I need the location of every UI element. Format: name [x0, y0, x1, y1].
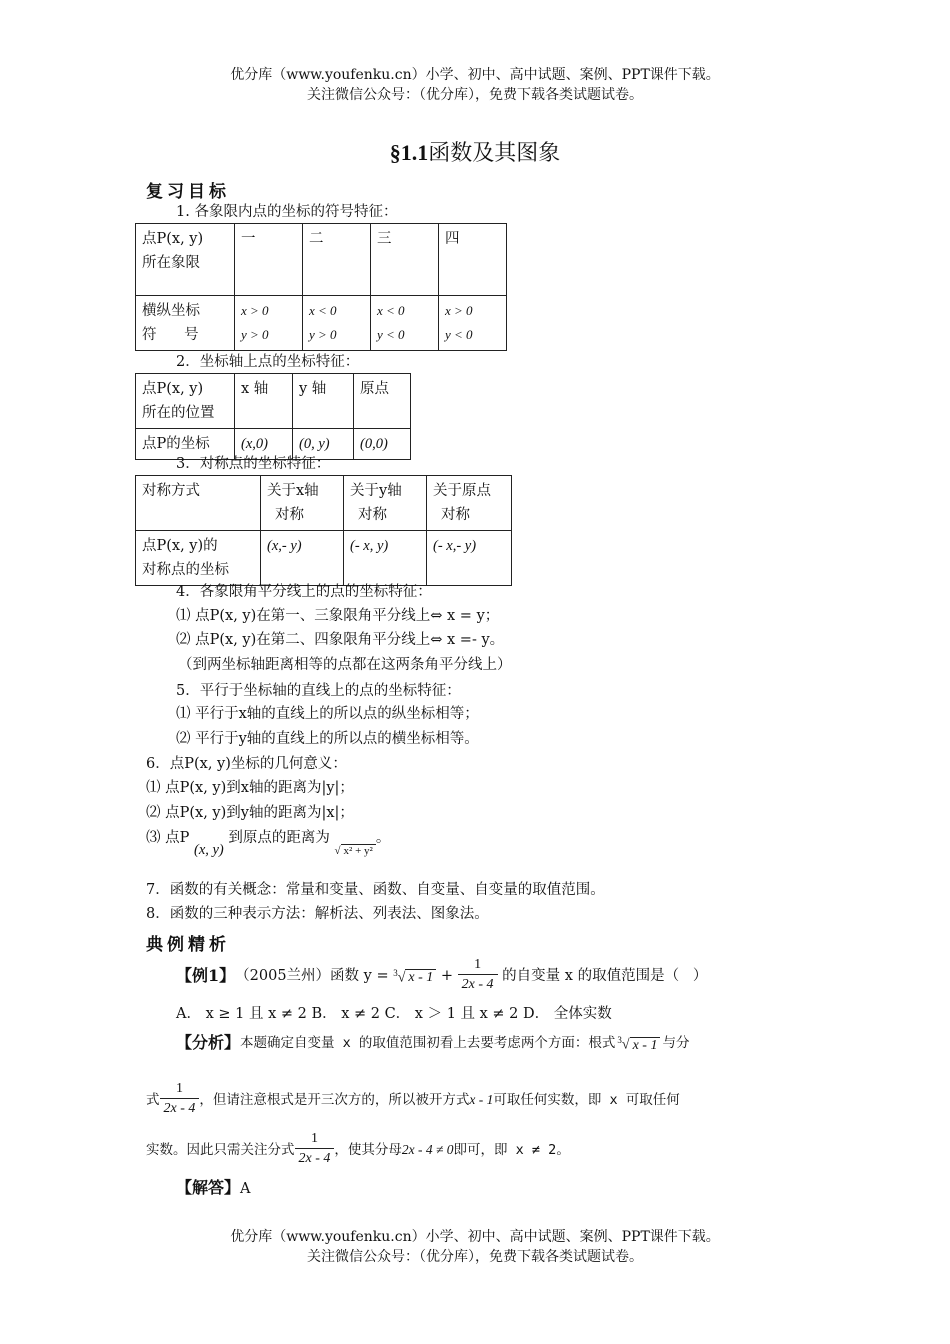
table2-coord-1: (x,0) — [235, 429, 293, 460]
item-6: 6．点P(x, y)坐标的几何意义： — [146, 756, 347, 772]
table2-coord-3: (0,0) — [354, 429, 411, 460]
example-1: 【例1】 （2005兰州）函数 y = $^3$√ x - 1 + $\frac{1}{2x - 4}$ 的自变量 x 的取值范围是（ ） — [176, 956, 707, 995]
table1-head-line1: 点P(x, y) — [142, 231, 204, 247]
title-mark: §1.1 — [389, 140, 429, 165]
table3-col-1: 关于x轴 对称 — [261, 476, 344, 531]
table2-col-2: y 轴 — [293, 374, 354, 429]
table1-col-3: 三 — [371, 224, 439, 296]
section-heading-examples: 典例精析 — [146, 935, 230, 955]
section-heading-review: 复习目标 — [146, 182, 230, 202]
table3-coord-2: (- x, y) — [344, 531, 427, 586]
table1-row2-head-line1: 横纵坐标 — [142, 303, 200, 319]
example-1-root: $^3$√ x - 1 — [393, 963, 436, 989]
table3-row2-head: 点P(x, y)的 对称点的坐标 — [136, 531, 261, 586]
table2-col-3: 原点 — [354, 374, 411, 429]
page-title — [0, 136, 950, 167]
table1-head — [136, 224, 235, 296]
table1-col-2: 二 — [303, 224, 371, 296]
item-5-2: ⑵ 平行于y轴的直线上的所以点的横坐标相等。 — [176, 731, 479, 747]
answer-value: A — [240, 1181, 251, 1197]
example-1-label: 【例1】 — [176, 965, 236, 985]
item-6-3: ⑶ 点P (x, y) 到原点的距离为 $_{√ x^2 + y^2}$。 — [146, 830, 391, 858]
footer-line-2: 关注微信公众号：（优分库），免费下载各类试题试卷。 — [307, 1249, 643, 1265]
analysis-line-3: 实数。因此只需关注分式 $\frac{1}{2x - 4}$ ，使其分母 2x - 4 ≠ 0 即可，即 x ≠ 2。 — [146, 1130, 570, 1169]
table3-coord-3: (- x,- y) — [427, 531, 512, 586]
title-text: 函数及其图象 — [428, 141, 561, 166]
item-1: 1. 各象限内点的坐标的符号特征： — [176, 204, 398, 220]
item-4-1: ⑴ 点P(x, y)在第一、三象限角平分线上⇔ x = y； — [176, 608, 500, 624]
item-4-3: （到两坐标轴距离相等的点都在这两条角平分线上） — [178, 657, 512, 673]
item-6-1: ⑴ 点P(x, y)到x轴的距离为|y|； — [146, 780, 354, 796]
analysis-line-1: 【分析】 本题确定自变量 x 的取值范围初看上去要考虑两个方面：根式 $^3$√ x - 1 与分 — [176, 1032, 690, 1053]
table1-row2-head — [136, 296, 235, 351]
table1-sign-4: x > 0 y < 0 — [439, 296, 507, 351]
table1-row2-head-line2: 符 号 — [142, 327, 199, 343]
table2-row2-head: 点P的坐标 — [136, 429, 235, 460]
table3-head: 对称方式 — [136, 476, 261, 531]
table1-sign-3: x < 0 y < 0 — [371, 296, 439, 351]
table1-col-1: 一 — [235, 224, 303, 296]
table1-col-4: 四 — [439, 224, 507, 296]
symmetry-table — [135, 475, 512, 586]
item-8: 8．函数的三种表示方法：解析法、列表法、图象法。 — [146, 906, 489, 922]
axis-point-table — [135, 373, 411, 460]
item-5-1: ⑴ 平行于x轴的直线上的所以点的纵坐标相等； — [176, 706, 479, 722]
item-3: 3．对称点的坐标特征： — [176, 456, 331, 472]
item-4: 4．各象限角平分线上的点的坐标特征： — [176, 584, 432, 600]
table1-sign-1: x > 0 y > 0 — [235, 296, 303, 351]
item-5: 5．平行于坐标轴的直线上的点的坐标特征： — [176, 683, 461, 699]
example-1-fraction: $\frac{1}{2x - 4}$ — [458, 956, 498, 995]
answer — [176, 1178, 251, 1199]
answer-label: 【解答】 — [176, 1178, 241, 1197]
item-6-2: ⑵ 点P(x, y)到y轴的距离为|x|； — [146, 805, 354, 821]
analysis-label: 【分析】 — [176, 1032, 241, 1052]
footer-line-1: 优分库（www.youfenku.cn）小学、初中、高中试题、案例、PPT课件下载。 — [230, 1229, 720, 1245]
example-1-options: A． x ≥ 1 且 x ≠ 2 B． x ≠ 2 C． x ＞ 1 且 x ≠ 2 D． 全体实数 — [176, 1006, 612, 1022]
table1-head-line2: 所在象限 — [142, 255, 200, 271]
table1-sign-2: x < 0 y > 0 — [303, 296, 371, 351]
table2-col-1: x 轴 — [235, 374, 293, 429]
table3-col-3: 关于原点 对称 — [427, 476, 512, 531]
item-2: 2．坐标轴上点的坐标特征： — [176, 354, 360, 370]
header-line-2: 关注微信公众号：（优分库），免费下载各类试题试卷。 — [307, 87, 643, 103]
table2-coord-2: (0, y) — [293, 429, 354, 460]
table2-head-line2: 所在的位置 — [142, 405, 215, 421]
item-7: 7．函数的有关概念：常量和变量、函数、自变量、自变量的取值范围。 — [146, 882, 605, 898]
table3-coord-1: (x,- y) — [261, 531, 344, 586]
table2-head — [136, 374, 235, 429]
analysis-line-2: 式 $\frac{1}{2x - 4}$ ，但请注意根式是开三次方的，所以被开方式 x - 1 可取任何实数，即 x 可取任何 — [146, 1080, 680, 1119]
header-line-1: 优分库（www.youfenku.cn）小学、初中、高中试题、案例、PPT课件下载。 — [230, 67, 720, 83]
table3-col-2: 关于y轴 对称 — [344, 476, 427, 531]
quadrant-sign-table — [135, 223, 507, 351]
table2-head-line1: 点P(x, y) — [142, 381, 204, 397]
item-4-2: ⑵ 点P(x, y)在第二、四象限角平分线上⇔ x =- y。 — [176, 632, 505, 648]
